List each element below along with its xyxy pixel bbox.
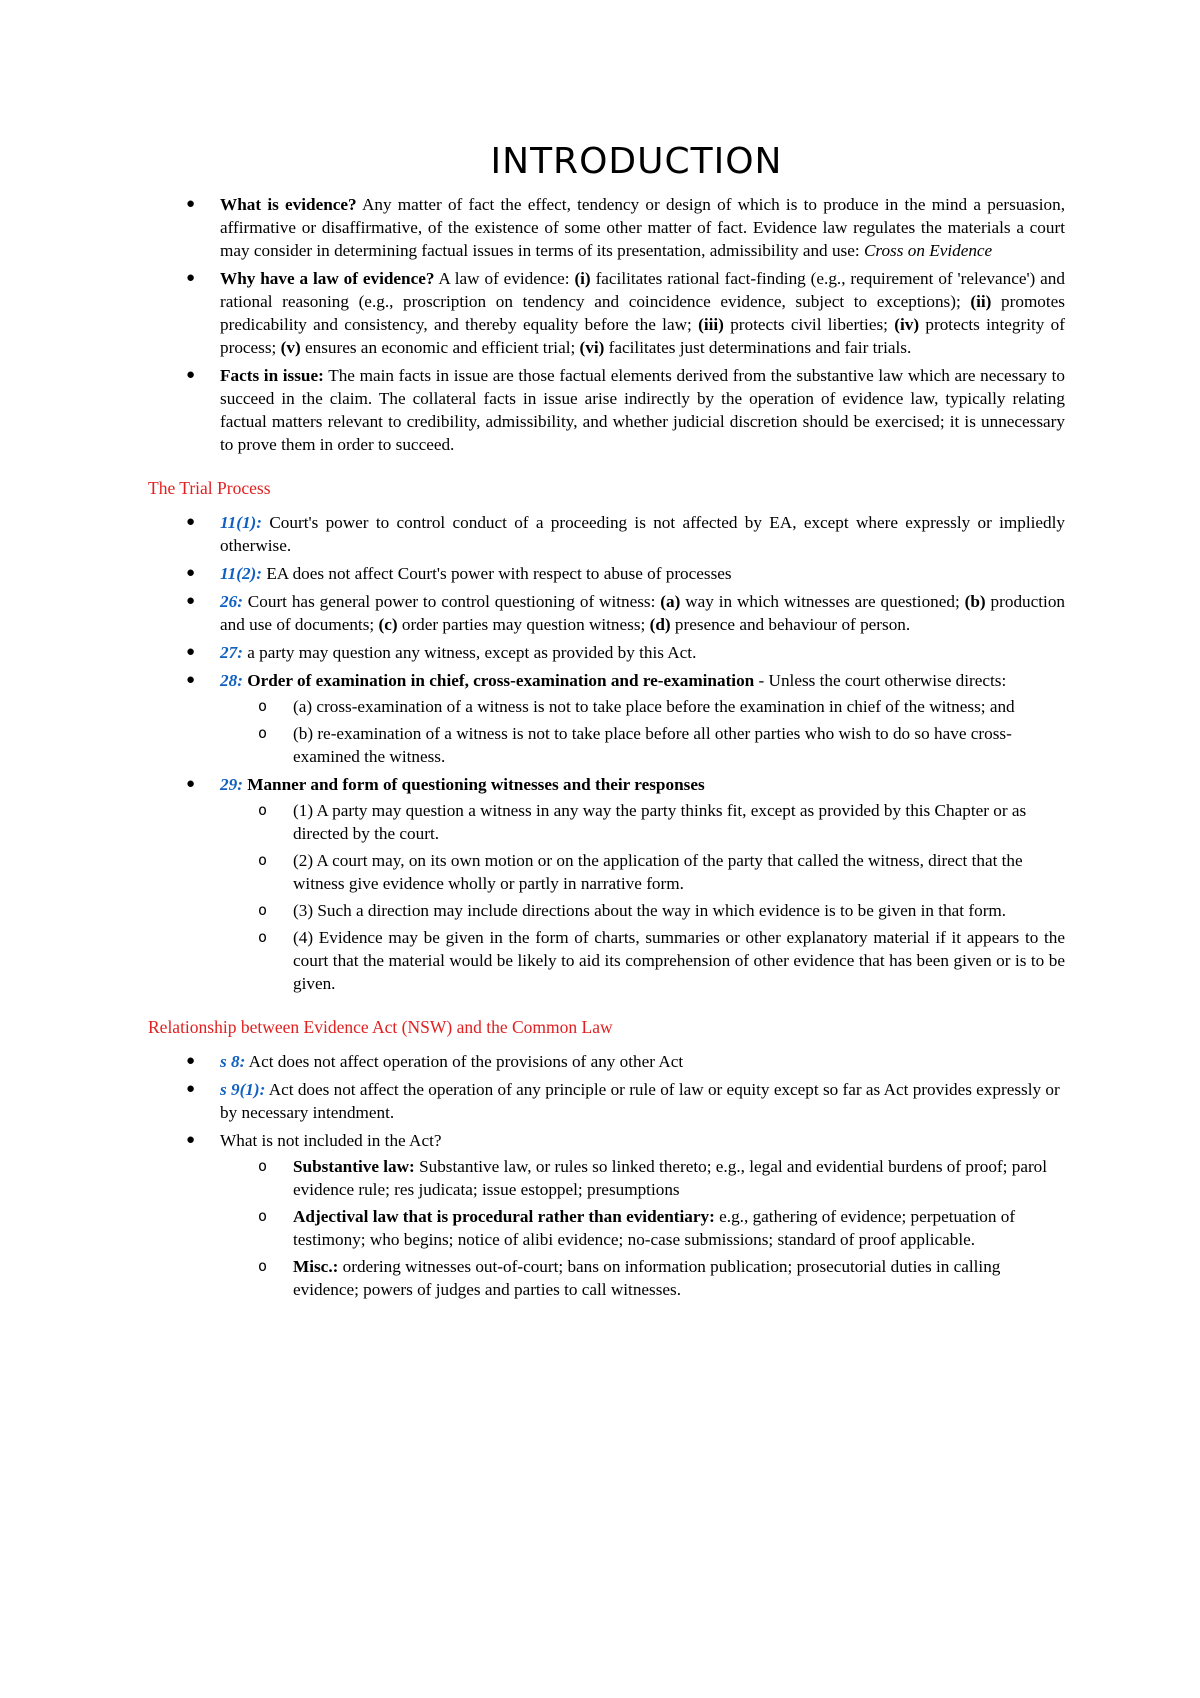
circle-bullet-icon: o (258, 851, 268, 870)
bullet-icon: ● (186, 367, 196, 384)
trial-process-list (148, 511, 1065, 995)
list-item: ● 27: a party may question any witness, except as provided by this Act. (186, 643, 697, 663)
sub-list (220, 799, 1065, 995)
bullet-icon: ● (186, 270, 196, 287)
bullet-icon: ● (186, 776, 196, 793)
list-item: ● 11(1): Court's power to control conduct of a proceeding is not affected by EA, except where expressly or impliedly otherwise. (186, 513, 1065, 556)
sub-list-item: o Substantive law: Substantive law, or rules so linked thereto; e.g., legal and evidential burdens of proof; parol evidence rule; res judicata; issue estoppel; presumptions (258, 1157, 1048, 1200)
list-item: ● 29: Manner and form of questioning witnesses and their responses o (1) A party may question a witness in any way the party thinks fit, except as provided by this Chapter or as directed by the court. o (2) A court may, on its own motion or on the application of the party that called the witness, direct that the witness give evidence wholly or partly in narrative form. o (3) Such a direction may include directions about the way in which evidence is to be given in that form. o (4) Evidence may be given in the form of charts, summaries or other explanatory material if it appears to the court that the material would be likely to aid its comprehension of other evidence that has been given or is to be given. (148, 773, 1065, 995)
sub-list-item: o (3) Such a direction may include directions about the way in which evidence is to be given in that form. (258, 901, 1007, 921)
circle-bullet-icon: o (258, 724, 268, 743)
page-title: INTRODUCTION (490, 141, 783, 182)
bullet-icon: ● (186, 1081, 196, 1098)
section-heading-relationship: Relationship between Evidence Act (NSW) and the Common Law (148, 1017, 613, 1038)
sub-list-item: o (b) re-examination of a witness is not to take place before all other parties who wish to do so have cross-examined the witness. (258, 724, 1012, 767)
relationship-list (148, 1050, 1065, 1301)
circle-bullet-icon: o (258, 928, 268, 947)
bullet-icon: ● (186, 672, 196, 689)
circle-bullet-icon: o (258, 801, 268, 820)
bullet-icon: ● (186, 1053, 196, 1070)
sub-list-item: o (4) Evidence may be given in the form of charts, summaries or other explanatory material if it appears to the court that the material would be likely to aid its comprehension of other evidence that has been given or is to be given. (258, 928, 1065, 994)
list-item: ● 28: Order of examination in chief, cross-examination and re-examination - Unless the court otherwise directs: o (a) cross-examination of a witness is not to take place before the examination in chief of the witness; and o (b) re-examination of a witness is not to take place before all other parties who wish to do so have cross-examined the witness. (148, 669, 1065, 768)
circle-bullet-icon: o (258, 1157, 268, 1176)
sub-list-item: o Adjectival law that is procedural rather than evidentiary: e.g., gathering of evidence; perpetuation of testimony; who begins; notice of alibi evidence; no-case submissions; standard of proof applicable. (258, 1207, 1016, 1250)
list-item: ● What is evidence? Any matter of fact the effect, tendency or design of which is to produce in the mind a persuasion, affirmative or disaffirmative, of the existence of some other matter of fact. Evidence law regulates the materials a court may consider in determining factual issues in terms of its presentation, admissibility and use: Cross on Evidence (186, 195, 1066, 261)
bullet-icon: ● (186, 593, 196, 610)
list-item: ● Why have a law of evidence? A law of evidence: (i) facilitates rational fact-finding (e.g., requirement of 'relevance') and rational reasoning (e.g., proscription on tendency and coincidence evidence, subject to exceptions); (ii) promotes predicability and consistency, and thereby equality before the law; (iii) protects civil liberties; (iv) protects integrity of process; (v) ensures an economic and efficient trial; (vi) facilitates just determinations and fair trials. (186, 269, 1065, 358)
list-item: ● s 8: Act does not affect operation of the provisions of any other Act (186, 1052, 684, 1072)
sub-list-item: o Misc.: ordering witnesses out-of-court; bans on information publication; prosecutorial duties in calling evidence; powers of judges and parties to call witnesses. (258, 1257, 1001, 1300)
section-heading-trial-process: The Trial Process (148, 478, 271, 499)
circle-bullet-icon: o (258, 1257, 268, 1276)
sub-list-item: o (a) cross-examination of a witness is not to take place before the examination in chief of the witness; and (258, 697, 1015, 717)
list-item: ● 26: Court has general power to control questioning of witness: (a) way in which witnesses are questioned; (b) production and use of documents; (c) order parties may question witness; (d) presence and behaviour of person. (186, 592, 1066, 635)
list-item: ● Facts in issue: The main facts in issue are those factual elements derived from the substantive law which are necessary to succeed in the claim. The collateral facts in issue arise indirectly by the operation of evidence law, typically relating factual matters relevant to credibility, admissibility, and whether judicial discretion should be exercised; it is unnecessary to prove them in order to succeed. (186, 366, 1066, 455)
circle-bullet-icon: o (258, 901, 268, 920)
sub-list (220, 1155, 1065, 1301)
bullet-icon: ● (186, 644, 196, 661)
bullet-icon: ● (186, 196, 196, 213)
sub-list-item: o (2) A court may, on its own motion or on the application of the party that called the witness, direct that the witness give evidence wholly or partly in narrative form. (258, 851, 1023, 894)
list-item: ● What is not included in the Act? o Substantive law: Substantive law, or rules so linked thereto; e.g., legal and evidential burdens of proof; parol evidence rule; res judicata; issue estoppel; presumptions o Adjectival law that is procedural rather than evidentiary: e.g., gathering of evidence; perpetuation of testimony; who begins; notice of alibi evidence; no-case submissions; standard of proof applicable. o Misc.: ordering witnesses out-of-court; bans on information publication; prosecutorial duties in calling evidence; powers of judges and parties to call witnesses. (148, 1129, 1065, 1301)
circle-bullet-icon: o (258, 697, 268, 716)
circle-bullet-icon: o (258, 1207, 268, 1226)
intro-list (148, 193, 1065, 456)
sub-list (220, 695, 1065, 768)
list-item: ● 11(2): EA does not affect Court's power with respect to abuse of processes (186, 564, 732, 584)
list-item: ● s 9(1): Act does not affect the operation of any principle or rule of law or equity except so far as Act provides expressly or by necessary intendment. (186, 1080, 1060, 1123)
sub-list-item: o (1) A party may question a witness in any way the party thinks fit, except as provided by this Chapter or as directed by the court. (258, 801, 1027, 844)
bullet-icon: ● (186, 565, 196, 582)
bullet-icon: ● (186, 1132, 196, 1149)
bullet-icon: ● (186, 514, 196, 531)
